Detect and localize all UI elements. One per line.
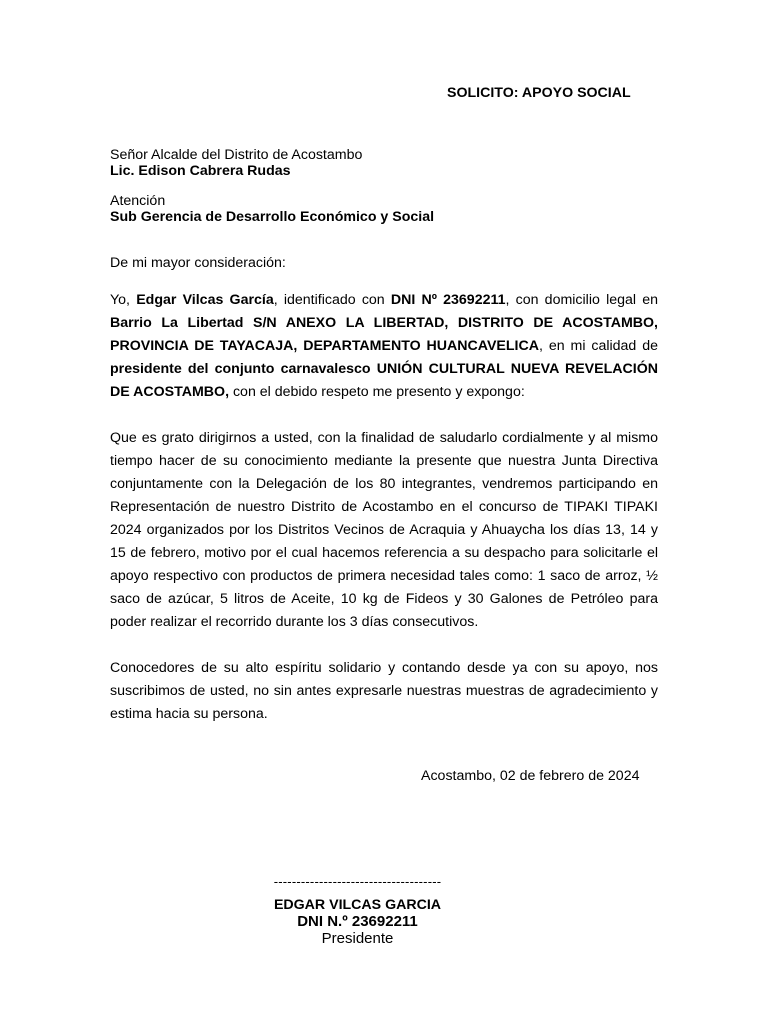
signer-dni: DNI N.º 23692211 <box>297 913 418 930</box>
applicant-role: presidente del conjunto carnavalesco UNIÓN CULTURAL NUEVA REVELACIÓN DE ACOSTAMBO, <box>110 361 658 400</box>
paragraph-closing: Conocedores de su alto espíritu solidario y contando desde ya con su apoyo, nos suscribimos de usted, no sin antes expresarle nuestras muestras de agradecimiento y estima hacia su persona. <box>110 660 658 722</box>
applicant-address: Barrio La Libertad S/N ANEXO LA LIBERTAD, DISTRITO DE ACOSTAMBO, PROVINCIA DE TAYACAJA, DEPARTAMENTO HUANCAVELICA <box>110 315 658 354</box>
intro-text-5: con el debido respeto me presento y expongo: <box>229 384 525 400</box>
attention-office: Sub Gerencia de Desarrollo Económico y Social <box>110 209 435 225</box>
applicant-name: Edgar Vilcas García <box>136 292 274 308</box>
applicant-dni: DNI Nº 23692211 <box>390 292 506 308</box>
addressee-name: Lic. Edison Cabrera Rudas <box>110 163 291 179</box>
attention-block <box>110 193 434 225</box>
signer-role: Presidente <box>321 930 394 947</box>
signature-block <box>255 874 460 947</box>
letter-subject: SOLICITO: APOYO SOCIAL <box>447 85 631 101</box>
signer-name: EDGAR VILCAS GARCIA <box>273 897 442 913</box>
intro-text-3: , con domicilio legal en <box>505 292 659 308</box>
greeting: De mi mayor consideración: <box>110 255 286 271</box>
paragraph-request: Que es grato dirigirnos a usted, con la finalidad de saludarlo cordialmente y al mismo tiempo hacer de su conocimiento mediante la presente que nuestra Junta Directiva conjuntamente con la Delegación de los 80 integrantes, vendremos participando en Representación de nuestro Distrito de Acostambo en el concurso de TIPAKI TIPAKI 2024 organizados por los Distritos Vecinos de Acraquia y Ahuaycha los días 13, 14 y 15 de febrero, motivo por el cual hacemos referencia a su despacho para solicitarle el apoyo respectivo con productos de primera necesidad tales como: 1 saco de arroz, ½ saco de azúcar, 5 litros de Aceite, 10 kg de Fideos y 30 Galones de Petróleo para poder realizar el recorrido durante los 3 días consecutivos. <box>110 430 658 630</box>
signature-line: ------------------------------------- <box>273 874 442 889</box>
letter-date: Acostambo, 02 de febrero de 2024 <box>421 768 640 784</box>
addressee-block <box>110 147 362 179</box>
attention-label: Atención <box>110 193 166 209</box>
intro-text-1: Yo, <box>110 292 137 308</box>
addressee-title: Señor Alcalde del Distrito de Acostambo <box>110 147 363 163</box>
intro-text-4: , en mi calidad de <box>539 338 658 354</box>
intro-text-2: , identificado con <box>273 292 391 308</box>
paragraph-introduction <box>110 289 658 404</box>
